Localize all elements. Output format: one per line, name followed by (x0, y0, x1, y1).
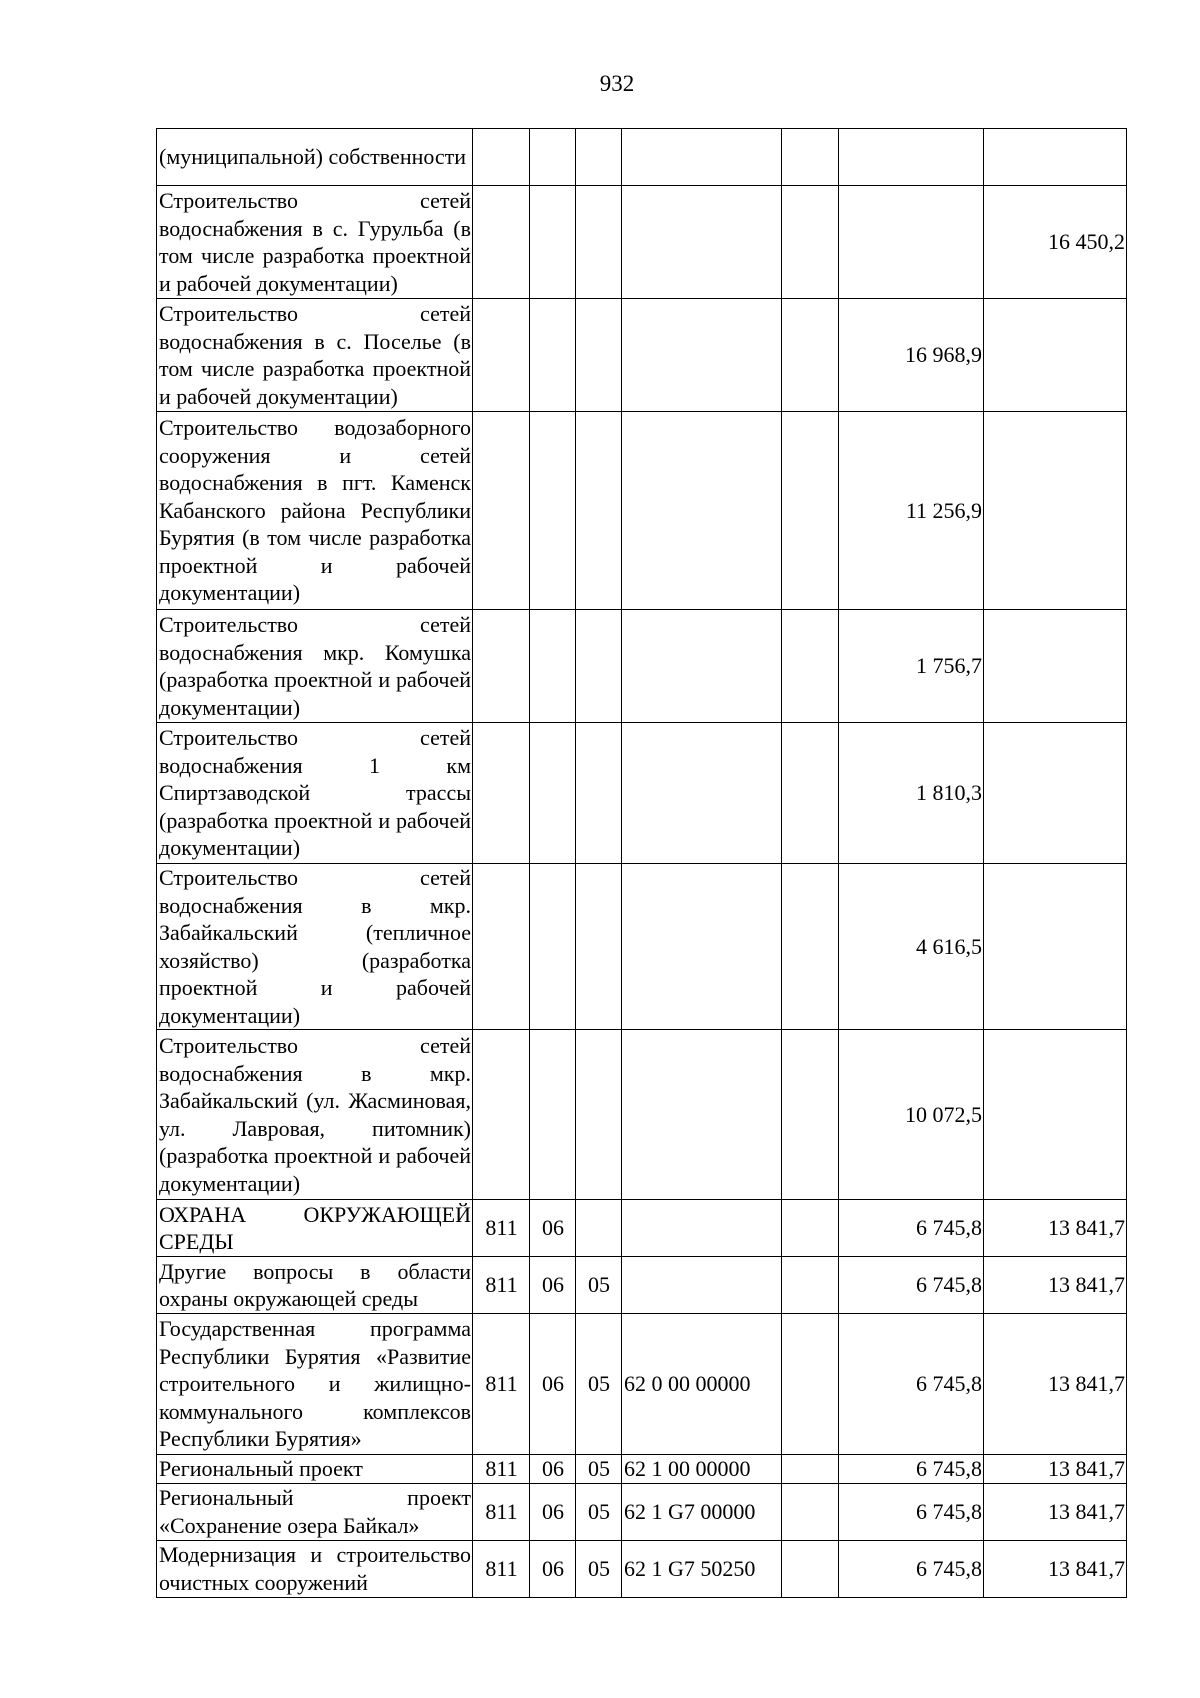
amount-year1-cell: 6 745,8 (839, 1257, 984, 1314)
table-row (157, 129, 1127, 186)
amount-year2-cell (984, 864, 1127, 1030)
section-code-cell (530, 412, 576, 610)
row-name-cell: ОХРАНА ОКРУЖАЮЩЕЙ СРЕДЫ (157, 1200, 473, 1257)
amount-year2-cell: 13 841,7 (984, 1455, 1127, 1484)
amount-year1-cell: 11 256,9 (839, 412, 984, 610)
row-name-cell: Строительство сетей водоснабжения в мкр. Забайкальский (тепличное хозяйство) (разработка проектной и рабочей документации) (157, 864, 473, 1030)
amount-year2-cell (984, 610, 1127, 723)
section-code-cell: 06 (530, 1200, 576, 1257)
ministry-code-cell (473, 864, 530, 1030)
table-row (157, 1483, 1127, 1540)
subsection-code-cell (576, 412, 622, 610)
amount-year1-cell (839, 186, 984, 299)
table-row (157, 299, 1127, 412)
section-code-cell: 06 (530, 1257, 576, 1314)
table-row (157, 1455, 1127, 1484)
section-code-cell (530, 610, 576, 723)
amount-year2-cell (984, 1030, 1127, 1200)
expense-type-cell (782, 864, 839, 1030)
subsection-code-cell (576, 723, 622, 864)
budget-table (156, 128, 1127, 1598)
row-name-cell: Другие вопросы в области охраны окружающей среды (157, 1257, 473, 1314)
target-article-cell (622, 610, 782, 723)
subsection-code-cell: 05 (576, 1483, 622, 1540)
ministry-code-cell (473, 1030, 530, 1200)
target-article-cell: 62 1 G7 00000 (622, 1483, 782, 1540)
amount-year1-cell: 4 616,5 (839, 864, 984, 1030)
expense-type-cell (782, 299, 839, 412)
amount-year1-cell: 6 745,8 (839, 1540, 984, 1597)
ministry-code-cell: 811 (473, 1455, 530, 1484)
target-article-cell (622, 723, 782, 864)
subsection-code-cell: 05 (576, 1455, 622, 1484)
subsection-code-cell: 05 (576, 1540, 622, 1597)
amount-year1-cell: 1 810,3 (839, 723, 984, 864)
target-article-cell: 62 1 G7 50250 (622, 1540, 782, 1597)
ministry-code-cell (473, 186, 530, 299)
subsection-code-cell (576, 186, 622, 299)
expense-type-cell (782, 723, 839, 864)
table-row (157, 1314, 1127, 1455)
row-name-cell: Строительство водозаборного сооружения и сетей водоснабжения в пгт. Каменск Кабанского района Республики Бурятия (в том числе разработка проектной и рабочей документации) (157, 412, 473, 610)
target-article-cell (622, 299, 782, 412)
target-article-cell (622, 412, 782, 610)
expense-type-cell (782, 1200, 839, 1257)
table-row (157, 723, 1127, 864)
table-row (157, 1200, 1127, 1257)
row-name-cell: (муниципальной) собственности (157, 129, 473, 186)
row-name-cell: Строительство сетей водоснабжения в с. Гурульба (в том числе разработка проектной и рабочей документации) (157, 186, 473, 299)
amount-year1-cell: 6 745,8 (839, 1314, 984, 1455)
row-name-cell: Государственная программа Республики Бурятия «Развитие строительного и жилищно-коммунального комплексов Республики Бурятия» (157, 1314, 473, 1455)
expense-type-cell (782, 1030, 839, 1200)
table-row (157, 610, 1127, 723)
table-row (157, 186, 1127, 299)
expense-type-cell (782, 129, 839, 186)
section-code-cell (530, 129, 576, 186)
subsection-code-cell (576, 610, 622, 723)
subsection-code-cell: 05 (576, 1314, 622, 1455)
row-name-cell: Строительство сетей водоснабжения мкр. Комушка (разработка проектной и рабочей документации) (157, 610, 473, 723)
amount-year2-cell: 16 450,2 (984, 186, 1127, 299)
ministry-code-cell (473, 723, 530, 864)
subsection-code-cell (576, 299, 622, 412)
expense-type-cell (782, 1257, 839, 1314)
table-row (157, 412, 1127, 610)
ministry-code-cell: 811 (473, 1200, 530, 1257)
section-code-cell (530, 186, 576, 299)
amount-year2-cell (984, 723, 1127, 864)
ministry-code-cell: 811 (473, 1483, 530, 1540)
row-name-cell: Модернизация и строительство очистных сооружений (157, 1540, 473, 1597)
amount-year2-cell (984, 129, 1127, 186)
table-row (157, 1257, 1127, 1314)
amount-year2-cell (984, 299, 1127, 412)
table-row (157, 864, 1127, 1030)
expense-type-cell (782, 610, 839, 723)
subsection-code-cell (576, 864, 622, 1030)
ministry-code-cell (473, 412, 530, 610)
ministry-code-cell (473, 299, 530, 412)
amount-year2-cell: 13 841,7 (984, 1314, 1127, 1455)
ministry-code-cell: 811 (473, 1257, 530, 1314)
row-name-cell: Строительство сетей водоснабжения 1 км Спиртзаводской трассы (разработка проектной и рабочей документации) (157, 723, 473, 864)
table-row (157, 1540, 1127, 1597)
amount-year1-cell: 10 072,5 (839, 1030, 984, 1200)
expense-type-cell (782, 1314, 839, 1455)
ministry-code-cell (473, 610, 530, 723)
ministry-code-cell: 811 (473, 1540, 530, 1597)
row-name-cell: Строительство сетей водоснабжения в с. Поселье (в том числе разработка проектной и рабочей документации) (157, 299, 473, 412)
row-name-cell: Региональный проект «Сохранение озера Байкал» (157, 1483, 473, 1540)
ministry-code-cell: 811 (473, 1314, 530, 1455)
amount-year1-cell: 6 745,8 (839, 1455, 984, 1484)
amount-year1-cell: 6 745,8 (839, 1200, 984, 1257)
target-article-cell: 62 0 00 00000 (622, 1314, 782, 1455)
section-code-cell: 06 (530, 1314, 576, 1455)
amount-year1-cell: 6 745,8 (839, 1483, 984, 1540)
table-row (157, 1030, 1127, 1200)
subsection-code-cell: 05 (576, 1257, 622, 1314)
expense-type-cell (782, 1540, 839, 1597)
ministry-code-cell (473, 129, 530, 186)
target-article-cell: 62 1 00 00000 (622, 1455, 782, 1484)
section-code-cell (530, 299, 576, 412)
amount-year1-cell: 16 968,9 (839, 299, 984, 412)
section-code-cell (530, 864, 576, 1030)
expense-type-cell (782, 186, 839, 299)
target-article-cell (622, 186, 782, 299)
amount-year2-cell (984, 412, 1127, 610)
subsection-code-cell (576, 129, 622, 186)
section-code-cell (530, 1030, 576, 1200)
subsection-code-cell (576, 1030, 622, 1200)
target-article-cell (622, 864, 782, 1030)
section-code-cell: 06 (530, 1455, 576, 1484)
section-code-cell (530, 723, 576, 864)
amount-year2-cell: 13 841,7 (984, 1540, 1127, 1597)
page-number: 932 (599, 71, 635, 96)
row-name-cell: Региональный проект (157, 1455, 473, 1484)
table-body (157, 129, 1127, 1598)
amount-year1-cell (839, 129, 984, 186)
target-article-cell (622, 1257, 782, 1314)
amount-year1-cell: 1 756,7 (839, 610, 984, 723)
amount-year2-cell: 13 841,7 (984, 1200, 1127, 1257)
expense-type-cell (782, 1483, 839, 1540)
section-code-cell: 06 (530, 1540, 576, 1597)
expense-type-cell (782, 1455, 839, 1484)
amount-year2-cell: 13 841,7 (984, 1257, 1127, 1314)
subsection-code-cell (576, 1200, 622, 1257)
amount-year2-cell: 13 841,7 (984, 1483, 1127, 1540)
row-name-cell: Строительство сетей водоснабжения в мкр. Забайкальский (ул. Жасминовая, ул. Лавровая, питомник) (разработка проектной и рабочей документации) (157, 1030, 473, 1200)
target-article-cell (622, 1200, 782, 1257)
target-article-cell (622, 129, 782, 186)
target-article-cell (622, 1030, 782, 1200)
section-code-cell: 06 (530, 1483, 576, 1540)
expense-type-cell (782, 412, 839, 610)
